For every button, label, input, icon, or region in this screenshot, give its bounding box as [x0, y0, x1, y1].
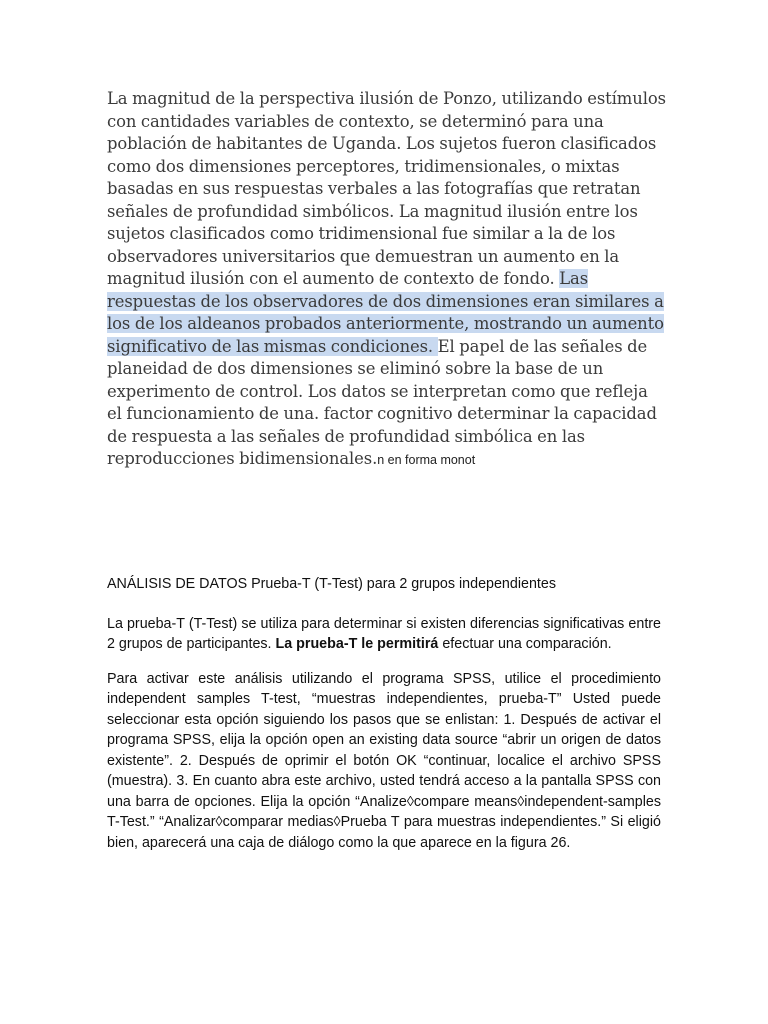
ponzo-illusion-paragraph	[107, 88, 667, 472]
spss-instructions-paragraph: Para activar este análisis utilizando el programa SPSS, utilice el procedimiento independent samples T-test, “muestras independientes, prueba-T” Usted puede seleccionar esta opción siguiendo los pasos que se enlistan: 1. Después de activar el programa SPSS, elija la opción open an existing data source “abrir un origen de datos existente”. 2. Después de oprimir el botón OK “continuar, localice el archivo SPSS (muestra). 3. En cuanto abra este archivo, usted tendrá acceso a la pantalla SPSS con una barra de opciones. Elija la opción “Analize◊compare means◊independent-samples T-Test.” “Analizar◊comparar medias◊Prueba T para muestras independientes.” Si eligió bien, aparecerá una caja de diálogo como la que aparece en la figura 26.	[107, 670, 661, 851]
paragraph-rest-text: El papel de las señales de planeidad de dos dimensiones se eliminó sobre la base de un experimento de control. Los datos se interpretan como que refleja el funcionamiento de una. factor cognitivo determinar la capacidad de respuesta a las señales de profundidad simbólica en las reproducciones bidimensionales.	[107, 336, 657, 468]
section-heading: ANÁLISIS DE DATOS Prueba-T (T-Test) para 2 grupos independientes	[107, 576, 556, 592]
paragraph-tail-fragment: n en forma monot	[377, 453, 476, 467]
data-analysis-section	[107, 574, 661, 867]
paragraph-lead-text: La magnitud de la perspectiva ilusión de Ponzo, utilizando estímulos con cantidades variables de contexto, se determinó para una población de habitantes de Uganda. Los sujetos fueron clasificados como dos dimensiones perceptores, tridimensionales, o mixtas basadas en sus respuestas verbales a las fotografías que retratan señales de profundidad simbólicos. La magnitud ilusión entre los sujetos clasificados como tridimensional fue similar a la de los observadores universitarios que demuestran un aumento en la magnitud ilusión con el aumento de contexto de fondo.	[107, 89, 666, 288]
paragraph-text	[107, 88, 667, 472]
ttest-intro-bold-text: La prueba-T le permitirá	[275, 636, 439, 652]
highlighted-selection[interactable]: Las respuestas de los observadores de dos dimensiones eran similares a los de los aldeanos probados anteriormente, mostrando un aumento significativo de las mismas condiciones.	[107, 269, 664, 356]
ttest-intro-text: La prueba-T (T-Test) se utiliza para determinar si existen diferencias significativas entre 2 grupos de participantes.	[107, 615, 661, 652]
ttest-intro-end-text: efectuar una comparación.	[438, 636, 612, 652]
ttest-intro-paragraph	[107, 614, 661, 655]
